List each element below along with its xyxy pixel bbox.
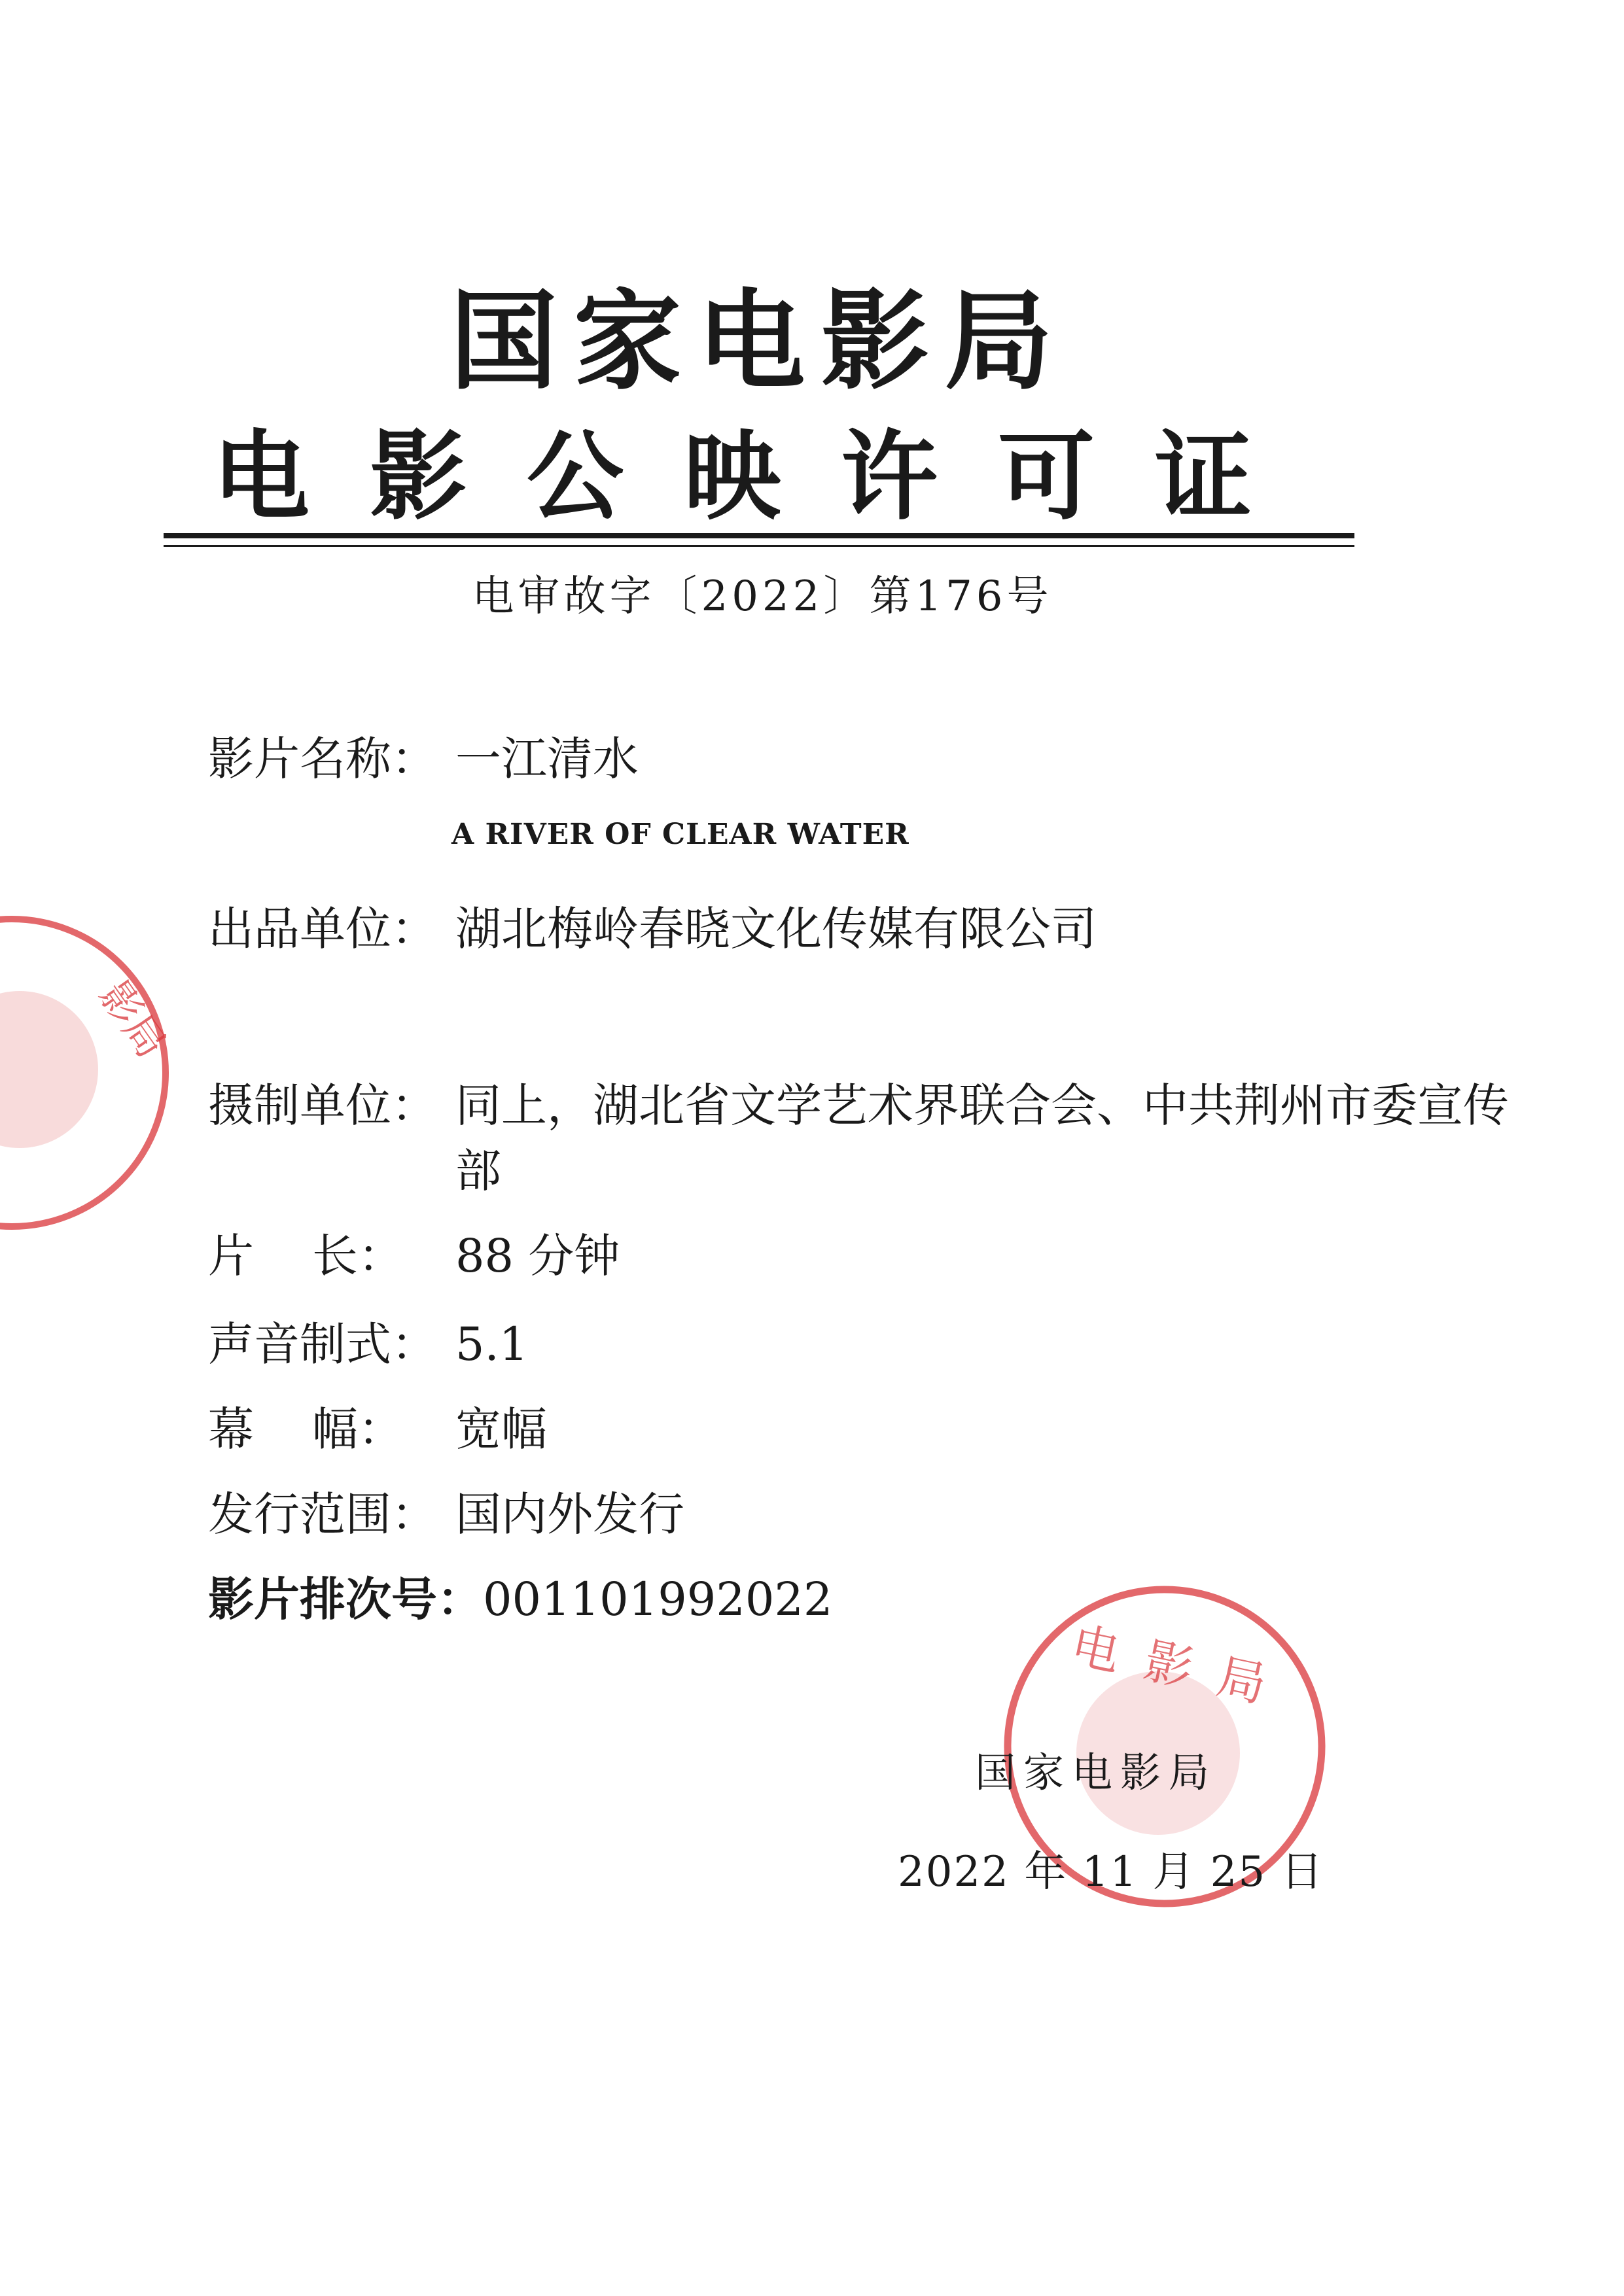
production-label: 摄制单位： [208, 1079, 437, 1132]
permit-title: 电影公映许可证 [213, 421, 1312, 533]
field-sequence-number [208, 1567, 832, 1632]
field-producer [208, 896, 1097, 962]
field-sound [208, 1312, 528, 1377]
issuer-title: 国家电影局 [450, 279, 1068, 404]
field-length [208, 1223, 620, 1289]
film-name-label: 影片名称： [208, 732, 437, 786]
title-divider-thick [164, 533, 1354, 538]
field-screen [208, 1397, 547, 1462]
screen-value: 宽幅 [455, 1402, 547, 1456]
field-production [208, 1073, 1515, 1204]
distribution-label: 发行范围： [208, 1487, 437, 1541]
length-label: 片 长： [208, 1229, 404, 1283]
distribution-value: 国内外发行 [455, 1487, 684, 1541]
issue-date: 2022 年 11 月 25 日 [898, 1848, 1324, 1896]
producer-value: 湖北梅岭春晓文化传媒有限公司 [455, 902, 1097, 956]
sound-label: 声音制式： [208, 1317, 437, 1371]
document-number: 电审故字〔2022〕第176号 [472, 572, 1053, 621]
left-seal-text: 影局 [90, 972, 176, 1067]
right-seal-text: 电影局 [1066, 1617, 1297, 1719]
issuer-signature: 国家电影局 [975, 1748, 1218, 1796]
film-english-name: A RIVER OF CLEAR WATER [451, 818, 909, 851]
field-film-name [208, 726, 639, 791]
screen-label: 幕 幅： [208, 1402, 404, 1456]
length-value: 88 分钟 [455, 1229, 620, 1283]
production-value: 同上，湖北省文学艺术界联合会、中共荆州市委宣传部 [455, 1079, 1509, 1198]
field-distribution [208, 1482, 684, 1547]
producer-label: 出品单位： [208, 902, 437, 956]
title-divider-thin [164, 545, 1354, 547]
film-name-value: 一江清水 [455, 732, 639, 786]
sequence-number-value: 001101992022 [483, 1573, 833, 1626]
left-seal-emblem [0, 991, 98, 1148]
sequence-number-label: 影片排次号： [208, 1573, 483, 1626]
left-seal-stamp [0, 896, 177, 1249]
sound-value: 5.1 [455, 1317, 529, 1371]
